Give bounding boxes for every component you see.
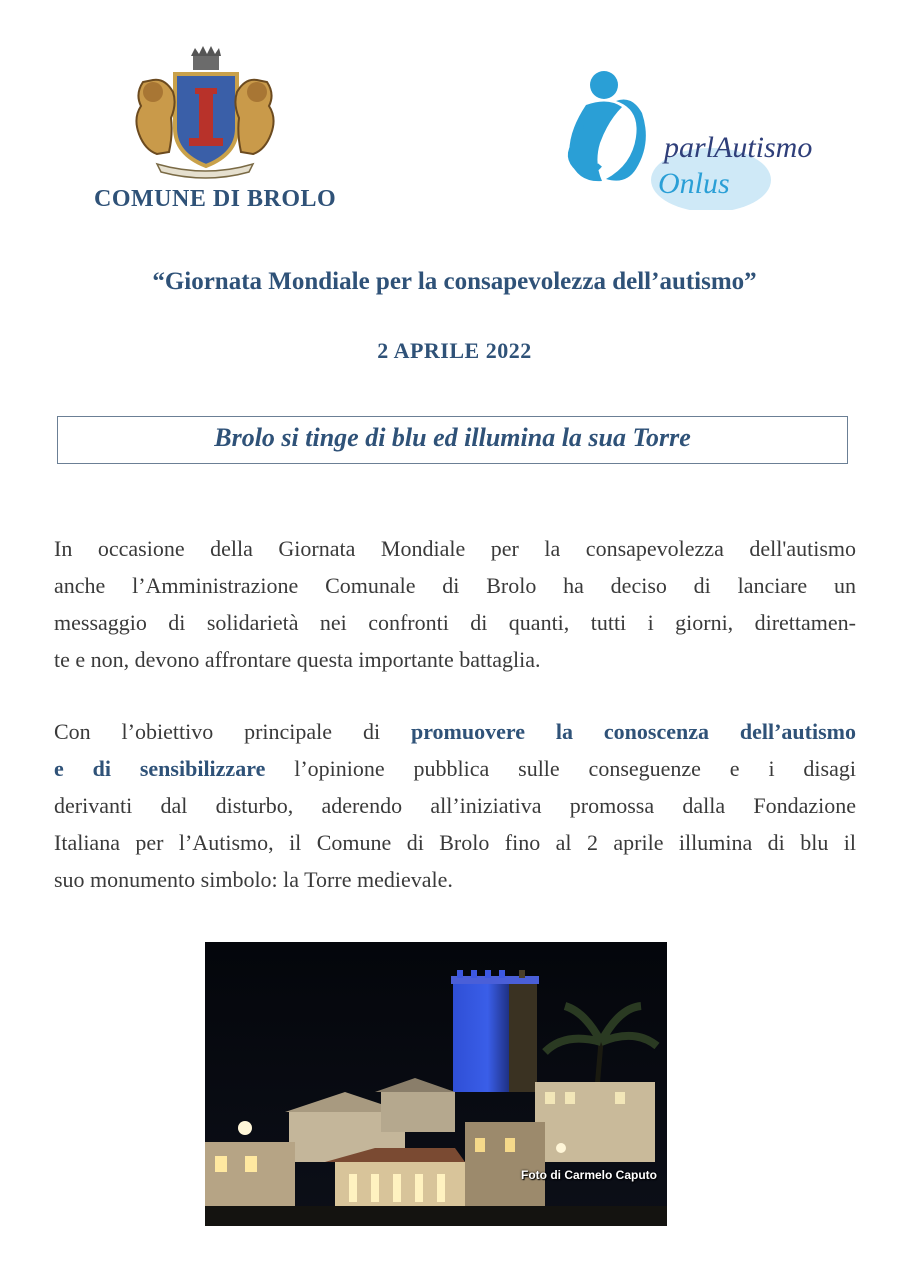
comune-crest-logo <box>123 42 287 182</box>
paragraph-line: In occasione della Giornata Mondiale per la consapevolezza dell'autismo <box>54 536 856 561</box>
comune-label: COMUNE DI BROLO <box>94 186 337 212</box>
emphasis-promote: promuovere la conoscenza dell’autismo <box>410 719 856 744</box>
paragraph-line <box>54 750 856 787</box>
paragraph-objective <box>54 713 856 898</box>
paragraph-line: messaggio di solidarietà nei confronti di quanti, tutti i giorni, direttamen- <box>54 610 856 635</box>
headline-box <box>57 416 848 464</box>
paragraph-line: anche l’Amministrazione Comunale di Brolo ha deciso di lanciare un <box>54 573 856 598</box>
tower-night-photo <box>205 942 667 1226</box>
logo-word-onlus: Onlus <box>658 167 730 200</box>
photo-credit: Foto di Carmelo Caputo <box>521 1168 657 1182</box>
text-run: l’opinione pubblica sulle conseguenze e i disagi <box>265 756 856 781</box>
paragraph-line: derivanti dal disturbo, aderendo all’iniziativa promossa dalla Fondazione <box>54 793 856 818</box>
emphasis-sensitize: e di sensibilizzare <box>54 756 266 781</box>
paragraph-intro <box>54 530 856 678</box>
event-date: 2 APRILE 2022 <box>377 338 532 363</box>
headline: Brolo si tinge di blu ed illumina la sua Torre <box>214 423 691 452</box>
parlautismo-logo <box>556 65 856 210</box>
text-run: Con l’obiettivo principale di <box>54 719 411 744</box>
paragraph-line: suo monumento simbolo: la Torre medievale. <box>54 867 453 892</box>
logo-word-parl: parl <box>664 131 715 164</box>
logo-word-autismo: Autismo <box>714 131 813 164</box>
paragraph-line: Italiana per l’Autismo, il Comune di Brolo fino al 2 aprile illumina di blu il <box>54 830 856 855</box>
paragraph-line <box>54 713 856 750</box>
paragraph-line: te e non, devono affrontare questa importante battaglia. <box>54 647 541 672</box>
event-title: “Giornata Mondiale per la consapevolezza dell’autismo” <box>152 268 757 295</box>
